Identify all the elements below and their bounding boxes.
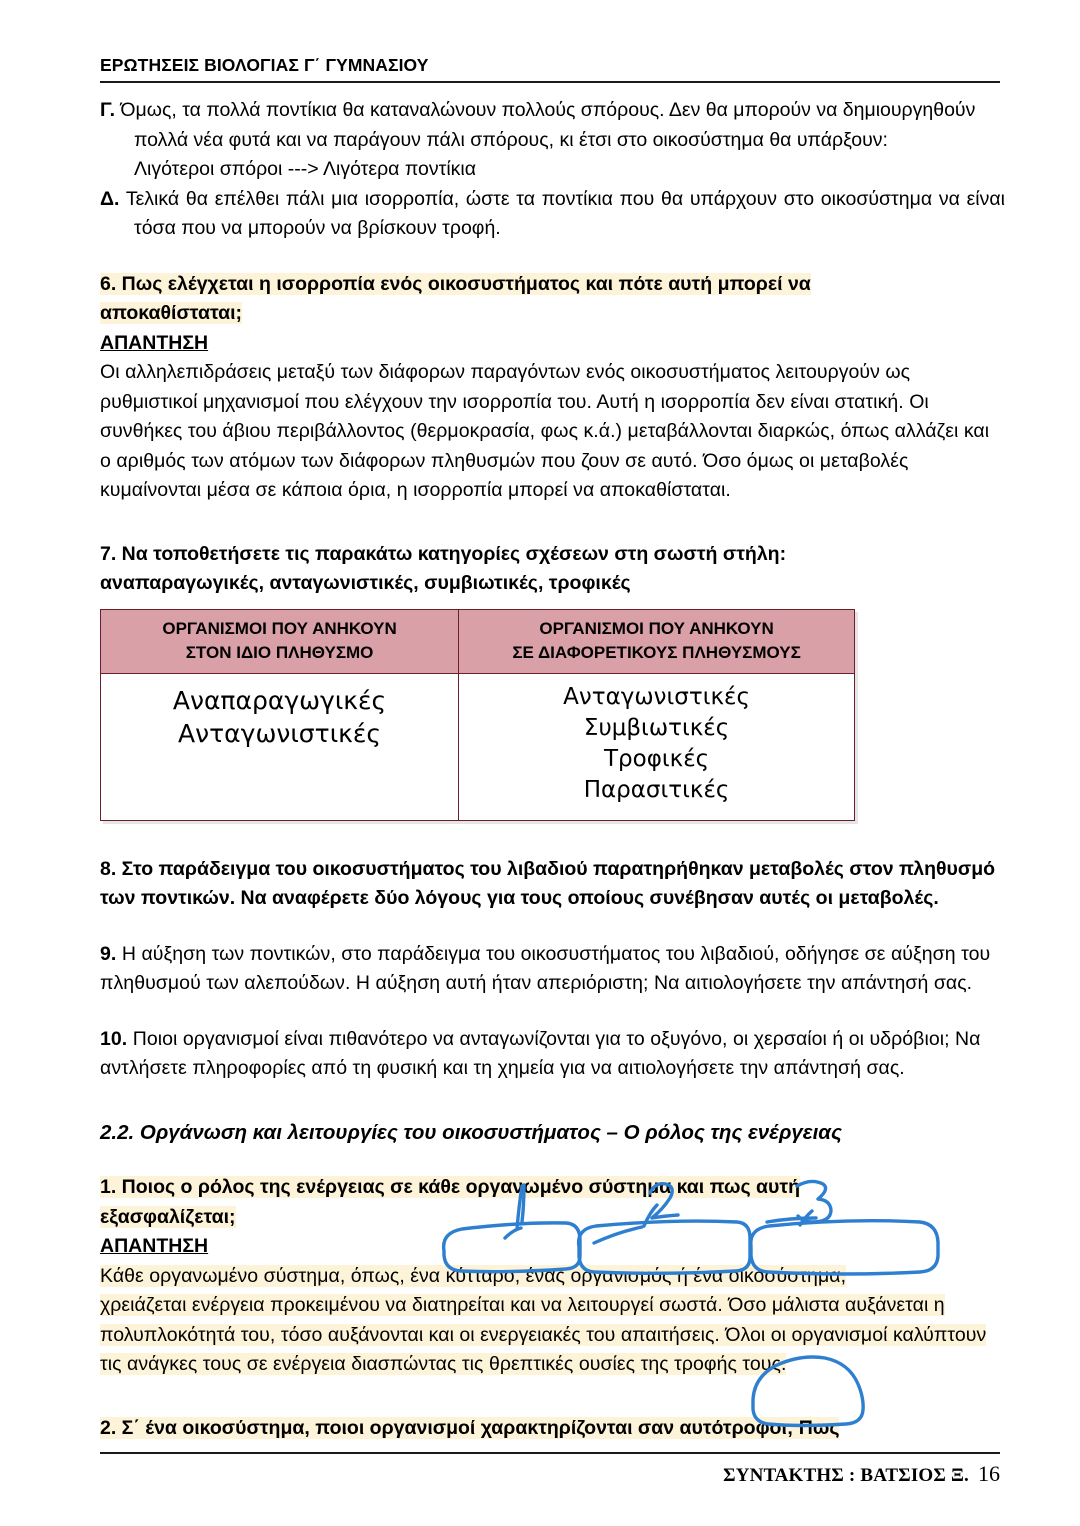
table-row (101, 673, 855, 820)
question-6-answer-label: ΑΠΑΝΤΗΣΗ (100, 331, 209, 354)
question-6-answer-text: Οι αλληλεπιδράσεις μεταξύ των διάφορων παραγόντων ενός οικοσυστήματος λειτουργούν ως ρυθμιστικοί μηχανισμοί που ελέγχουν την ισορροπία του. Αυτή η ισορροπία δεν είναι στατική. Οι συνθήκες του άβιου περιβάλλοντος (θερμοκρασία, φως κ.ά.) μεταβάλλονται διαρκώς, όπως αλλάζει και ο αριθμός των ατόμων των διάφορων πληθυσμών που ζουν σε αυτό. Όσο όμως οι μεταβολές κυμαίνονται μέσα σε κάποια όρια, η ισορροπία μπορεί να αποκαθίσταται. (100, 361, 990, 501)
table-header-row (101, 609, 855, 673)
s22-question-1-answer-rest (100, 1291, 1005, 1380)
footer-author: ΣΥΝΤΑΚΤΗΣ : ΒΑΤΣΙΟΣ Ξ. (723, 1465, 969, 1486)
s22-question-1-heading (100, 1173, 1005, 1232)
table-cell-item: Παρασιτικές (583, 776, 730, 803)
list-item-delta (100, 185, 1005, 244)
table-header-cell-1-line2: ΣΤΟΝ ΙΔΙΟ ΠΛΗΘΥΣΜΟ (185, 642, 374, 662)
categories-table (100, 609, 855, 821)
table-cell-item: Ανταγωνιστικές (178, 718, 382, 748)
table-cell-item: Αναπαραγωγικές (172, 685, 387, 715)
table-header-cell-2-line1: ΟΡΓΑΝΙΣΜΟΙ ΠΟΥ ΑΝΗΚΟΥΝ (539, 618, 774, 638)
table-cell-same-population (101, 673, 459, 820)
answer-line1-part-e: ή (671, 1264, 694, 1287)
question-10-label: 10. (100, 1027, 128, 1050)
s22-question-1-answer-label: ΑΠΑΝΤΗΣΗ (100, 1235, 209, 1257)
s22-answer-highlighted-run: χρειάζεται ενέργεια προκειμένου να διατηρείται και να λειτουργεί σωστά. Όσο μάλιστα αυξάνεται η πολυπλοκότητά του, τόσο αυξάνονται και οι ενεργειακές του απαιτήσεις. Όλοι οι οργανισμοί καλύπτουν τις ανάγκες τους σε ενέργεια διασπώντας τις θρεπτικές ουσίες της τροφής τους. (100, 1294, 987, 1375)
question-7-heading (100, 540, 1005, 599)
list-item-gamma-text: Όμως, τα πολλά ποντίκια θα καταναλώνουν πολλούς σπόρους. Δεν θα μπορούν να δημιουργηθούν πολλά νέα φυτά και να παράγουν πάλι σπόρους, κι έτσι στο οικοσύστημα θα υπάρξουν: (120, 99, 976, 151)
table-cell-item: Συμβιωτικές (583, 714, 730, 741)
section-2-2-title: 2.2. Οργάνωση και λειτουργίες του οικοσυστήματος – Ο ρόλος της ενέργειας (100, 1120, 842, 1144)
table-cell-item: Ανταγωνιστικές (563, 683, 750, 710)
s22-question-1-heading-line1: 1. Ποιος ο ρόλος της ενέργειας σε κάθε οργανωμένο σύστημα και πως αυτή (100, 1176, 801, 1198)
list-item-delta-text: Τελικά θα επέλθει πάλι μια ισορροπία, ώστε τα ποντίκια που θα υπάρχουν στο οικοσύστημα να είναι τόσα που να μπορούν να βρίσκουν τροφή. (125, 187, 1005, 239)
document-header (100, 55, 1000, 83)
list-item-gamma-subline: Λιγότεροι σπόροι ---> Λιγότερα ποντίκια (134, 158, 477, 180)
header-rule (100, 81, 1000, 83)
annotated-term-cell: ένα κύτταρο (410, 1264, 515, 1287)
answer-line1-part-c: , (514, 1264, 526, 1287)
answer-line1-part-a: Κάθε οργανωμένο σύστημα, όπως, (100, 1264, 411, 1287)
question-9-text: Η αύξηση των ποντικών, στο παράδειγμα του οικοσυστήματος του λιβαδιού, οδήγησε σε αύξηση του πληθυσμού των αλεπούδων. Η αύξηση αυτή ήταν απεριόριστη; Να αιτιολογήσετε την απάντησή σας. (100, 942, 991, 994)
question-8: 8. Στο παράδειγμα του οικοσυστήματος του λιβαδιού παρατηρήθηκαν μεταβολές στον πληθυσμό των ποντικών. Να αναφέρετε δύο λόγους για τους οποίους συνέβησαν αυτές οι μεταβολές. (100, 857, 996, 909)
header-title: ΕΡΩΤΗΣΕΙΣ ΒΙΟΛΟΓΙΑΣ Γ΄ ΓΥΜΝΑΣΙΟΥ (100, 55, 429, 75)
table-header-cell-different-populations (459, 609, 855, 673)
document-content (100, 96, 1005, 1443)
question-10-text: Ποιοι οργανισμοί είναι πιθανότερο να ανταγωνίζονται για το οξυγόνο, οι χερσαίοι ή οι υδρόβιοι; Να αντλήσετε πληροφορίες από τη φυσική και τη χημεία για να αιτιολογήσετε την απάντησή σας. (100, 1027, 981, 1079)
footer-page-number: 16 (978, 1461, 1000, 1486)
answer-line1-part-g: , (840, 1264, 847, 1287)
annotated-term-ecosystem: ένα οικοσύστημα (693, 1264, 841, 1287)
s22-question-1-answer-line1 (100, 1262, 1005, 1292)
question-6-heading-line1: 6. Πως ελέγχεται η ισορροπία ενός οικοσυστήματος και πότε αυτή μπορεί να (100, 272, 811, 295)
question-9 (100, 940, 1005, 999)
question-9-label: 9. (100, 942, 117, 965)
table-header-cell-2-line2: ΣΕ ΔΙΑΦΟΡΕΤΙΚΟΥΣ ΠΛΗΘΥΣΜΟΥΣ (512, 642, 801, 662)
list-item-gamma-label: Γ. (100, 99, 115, 121)
question-10 (100, 1025, 1005, 1084)
s22-question-2-part-c: Πως (793, 1416, 840, 1439)
document-footer (100, 1452, 1000, 1487)
footer-rule (100, 1452, 1000, 1454)
s22-question-2 (100, 1414, 1005, 1444)
table-cell-different-populations (459, 673, 855, 820)
question-7-heading-line2: αναπαραγωγικές, ανταγωνιστικές, συμβιωτικές, τροφικές (100, 572, 631, 594)
footer-inner (100, 1461, 1000, 1487)
table-header-cell-1-line1: ΟΡΓΑΝΙΣΜΟΙ ΠΟΥ ΑΝΗΚΟΥΝ (162, 618, 397, 638)
s22-question-2-part-a: 2. Σ΄ ένα οικοσύστημα, ποιοι οργανισμοί χαρακτηρίζονται σαν (100, 1416, 680, 1439)
table-header-cell-same-population (101, 609, 459, 673)
list-item-delta-label: Δ. (100, 187, 120, 210)
s22-question-1-heading-line2: εξασφαλίζεται; (100, 1205, 236, 1228)
annotated-term-organism: ένας οργανισμός (525, 1264, 672, 1287)
question-6-heading (100, 270, 1005, 329)
list-item-gamma (100, 96, 1005, 155)
table-cell-item: Τροφικές (603, 745, 710, 772)
annotated-term-autotrophs: αυτότροφοι; (679, 1416, 794, 1439)
question-7-heading-line1: 7. Να τοποθετήσετε τις παρακάτω κατηγορίες σχέσεων στη σωστή στήλη: (100, 542, 787, 565)
question-6-heading-line2: αποκαθίσταται; (100, 302, 243, 324)
